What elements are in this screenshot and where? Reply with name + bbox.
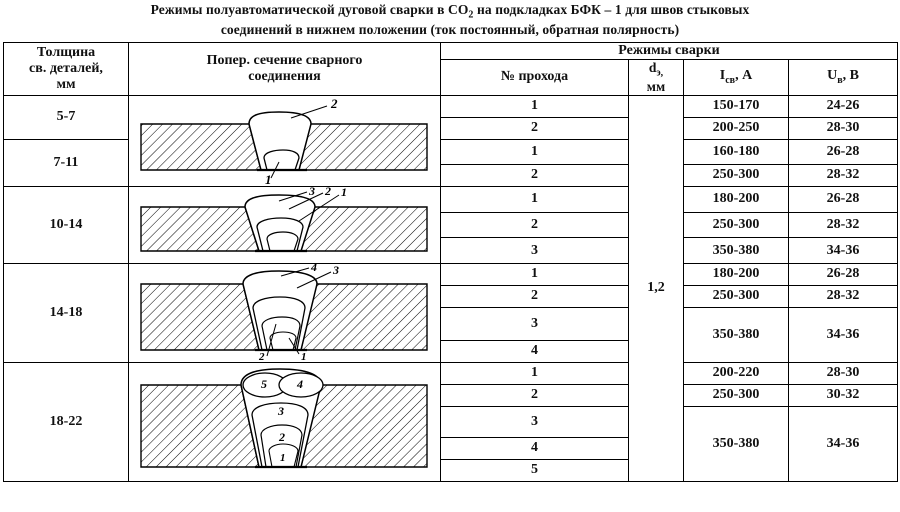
thickness-cell: 10-14 [4, 186, 129, 263]
label-pass-2: 2 [258, 350, 264, 362]
header-thickness [4, 43, 129, 96]
current-cell: 160-180 [684, 139, 789, 164]
voltage-cell: 24-26 [789, 95, 898, 117]
pass-number-cell: 2 [441, 285, 629, 307]
pass-number-cell: 2 [441, 212, 629, 238]
voltage-cell: 28-32 [789, 285, 898, 307]
label-pass-1: 1 [300, 350, 306, 362]
title-line-1 [10, 2, 890, 22]
header-electrode-diameter [629, 60, 684, 96]
table-row [4, 263, 898, 285]
label-pass-4: 4 [310, 263, 317, 274]
header-thickness-line1: Толщина [36, 44, 96, 60]
pass-number-cell: 3 [441, 307, 629, 340]
voltage-cell: 30-32 [789, 384, 898, 406]
current-cell: 250-300 [684, 212, 789, 238]
label-pass-2: 2 [330, 95, 337, 111]
table-row [4, 95, 898, 117]
pass-number-cell: 3 [441, 238, 629, 264]
header-electrode-diameter-unit: мм [646, 79, 666, 95]
current-symbol: I [719, 68, 726, 84]
voltage-cell: 26-28 [789, 186, 898, 212]
header-row-1 [4, 43, 898, 60]
pass-number-cell: 2 [441, 164, 629, 186]
header-electrode-diameter-symbol [629, 60, 683, 79]
voltage-cell: 28-30 [789, 117, 898, 139]
label-pass-1: 1 [264, 171, 271, 186]
header-thickness-line3: мм [56, 77, 76, 92]
weld-diagram-svg-3 [131, 264, 439, 362]
title-line-2: соединений в нижнем положении (ток постоянный, обратная полярность) [220, 22, 680, 38]
label-pass-3: 3 [332, 263, 339, 277]
current-cell: 350-380 [684, 307, 789, 362]
current-cell: 200-250 [684, 117, 789, 139]
pass-number-cell: 3 [441, 406, 629, 437]
label-pass-2: 2 [278, 429, 285, 444]
current-cell: 180-200 [684, 263, 789, 285]
pass-number-cell: 2 [441, 117, 629, 139]
title-line-1-post: на подкладках БФК – 1 для швов стыковых [473, 2, 750, 17]
current-cell: 250-300 [684, 384, 789, 406]
voltage-cell: 34-36 [789, 307, 898, 362]
current-cell: 350-380 [684, 238, 789, 264]
voltage-cell: 34-36 [789, 406, 898, 481]
header-drawing-line2: соединения [248, 68, 321, 84]
thickness-cell: 5-7 [4, 95, 129, 139]
voltage-cell: 26-28 [789, 263, 898, 285]
table-row [4, 362, 898, 384]
label-pass-1: 1 [279, 451, 285, 464]
current-cell: 180-200 [684, 186, 789, 212]
voltage-cell: 26-28 [789, 139, 898, 164]
pass-number-cell: 4 [441, 340, 629, 362]
header-thickness-line2: св. деталей, [29, 60, 103, 76]
current-cell: 150-170 [684, 95, 789, 117]
voltage-cell: 28-32 [789, 212, 898, 238]
dia-subscript: э, [656, 67, 664, 79]
document-title [0, 0, 900, 42]
voltage-unit: , В [842, 68, 859, 84]
label-pass-3: 3 [277, 403, 284, 418]
table-row [4, 186, 898, 212]
cross-section-drawing-4 [129, 362, 441, 481]
label-pass-3: 3 [308, 186, 315, 198]
label-pass-1: 1 [340, 186, 347, 199]
dia-symbol: d [648, 60, 657, 76]
voltage-subscript: в [837, 75, 843, 87]
header-pass-number: № прохода [441, 60, 629, 96]
pass-number-cell: 1 [441, 362, 629, 384]
current-unit: , А [735, 68, 753, 84]
current-cell: 250-300 [684, 285, 789, 307]
pass-number-cell: 4 [441, 437, 629, 459]
current-cell: 350-380 [684, 406, 789, 481]
thickness-cell: 14-18 [4, 263, 129, 362]
current-cell: 250-300 [684, 164, 789, 186]
table-header [4, 43, 898, 96]
pass-number-cell: 1 [441, 139, 629, 164]
voltage-cell: 34-36 [789, 238, 898, 264]
pass-number-cell: 1 [441, 95, 629, 117]
header-current [684, 60, 789, 96]
weld-diagram-svg-4 [131, 363, 439, 481]
current-cell: 200-220 [684, 362, 789, 384]
cross-section-drawing-1 [129, 95, 441, 186]
pass-number-cell: 2 [441, 384, 629, 406]
pass-number-cell: 1 [441, 186, 629, 212]
pass-number-cell: 5 [441, 459, 629, 481]
welding-modes-table [3, 42, 898, 482]
voltage-symbol: U [827, 68, 838, 84]
voltage-cell: 28-32 [789, 164, 898, 186]
cross-section-drawing-2 [129, 186, 441, 263]
label-pass-5: 5 [260, 376, 267, 391]
thickness-cell: 18-22 [4, 362, 129, 481]
cross-section-drawing-3 [129, 263, 441, 362]
pass-number-cell: 1 [441, 263, 629, 285]
weld-diagram-svg-1 [131, 96, 439, 186]
header-voltage [789, 60, 898, 96]
label-pass-2: 2 [324, 186, 331, 198]
header-welding-modes: Режимы сварки [441, 43, 898, 60]
electrode-diameter-cell: 1,2 [629, 95, 684, 481]
voltage-cell: 28-30 [789, 362, 898, 384]
thickness-cell: 7-11 [4, 139, 129, 186]
table-body [4, 95, 898, 481]
weld-diagram-svg-2 [131, 187, 439, 263]
header-drawing-line1: Попер. сечение сварного [206, 52, 363, 68]
title-line-1-subscript: 2 [468, 9, 474, 21]
current-subscript: св [725, 75, 736, 87]
title-line-1-pre: Режимы полуавтоматической дуговой сварки в СО [150, 2, 469, 17]
header-drawing [129, 43, 441, 96]
label-pass-4: 4 [296, 376, 303, 391]
